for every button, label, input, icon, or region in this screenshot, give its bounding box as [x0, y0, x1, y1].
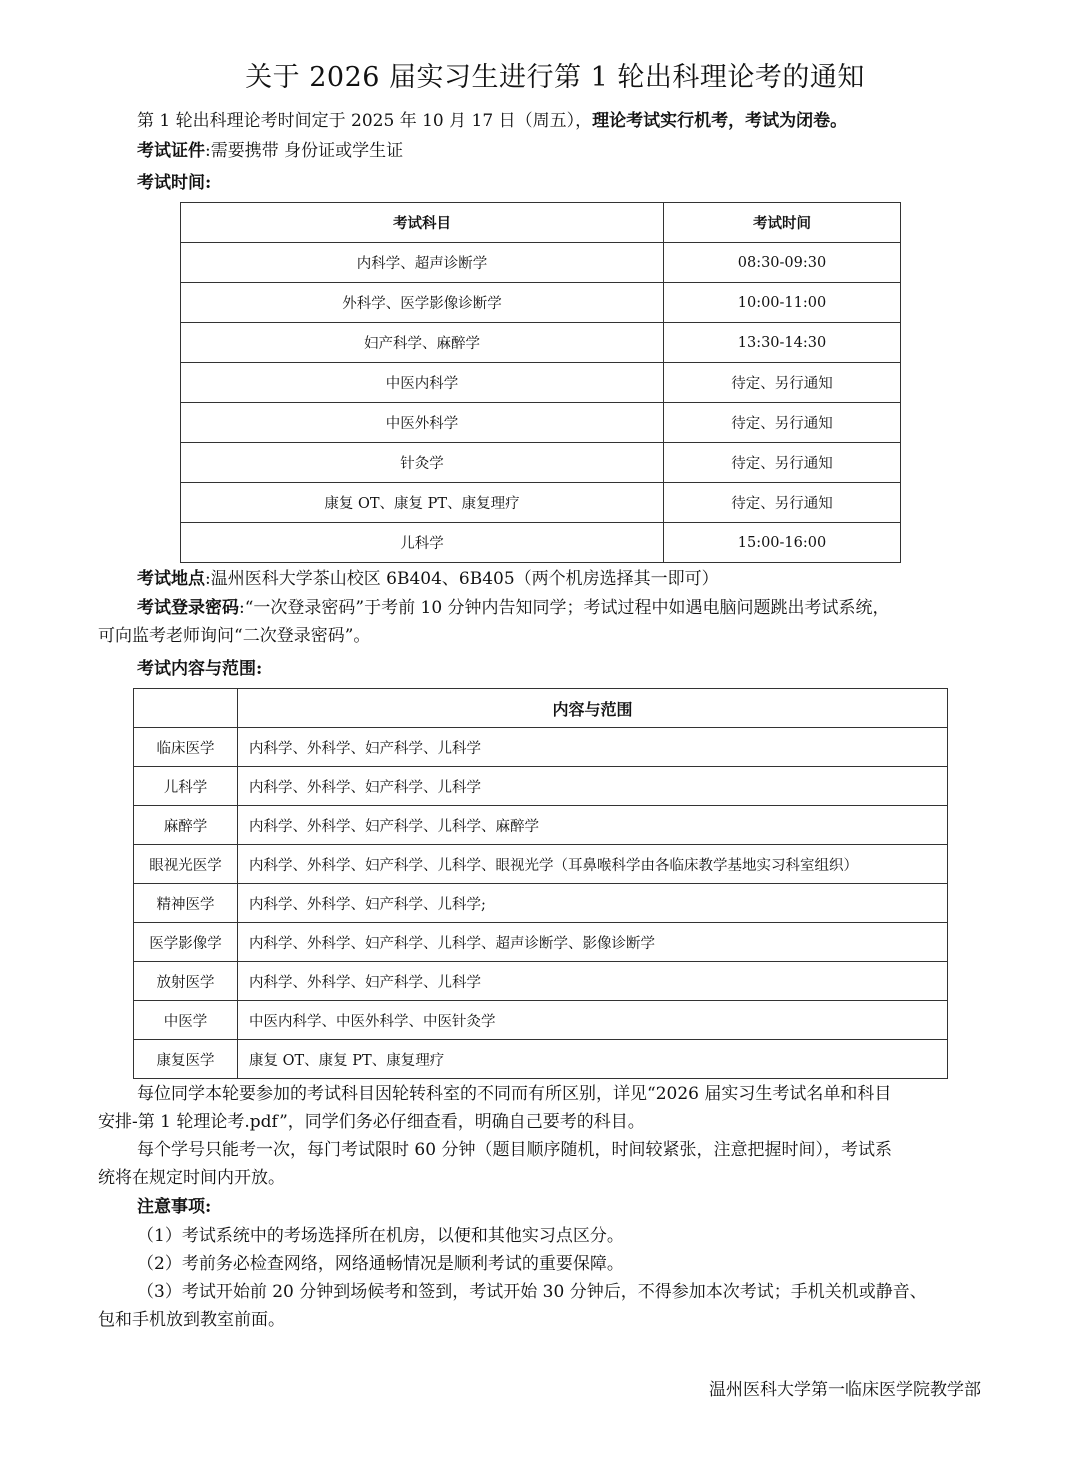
table-row — [134, 845, 948, 884]
scope-cell: 内科学、外科学、妇产科学、儿科学; — [238, 884, 948, 923]
issuer-signature: 温州医科大学第一临床医学院教学部 — [709, 1380, 981, 1400]
table-row — [134, 962, 948, 1001]
table-row — [134, 1040, 948, 1079]
note-item-1: （1）考试系统中的考场选择所在机房，以便和其他实习点区分。 — [137, 1226, 624, 1246]
scope-cell: 内科学、外科学、妇产科学、儿科学、眼视光学（耳鼻喉科学由各临床教学基地实习科室组织） — [238, 845, 948, 884]
major-cell: 康复医学 — [134, 1040, 238, 1079]
intro-text: 第 1 轮出科理论考时间定于 2025 年 10 月 17 日（周五）， — [137, 111, 593, 131]
time-cell: 13:30-14:30 — [664, 323, 901, 363]
intro-bold-text: 理论考试实行机考，考试为闭卷。 — [592, 111, 848, 131]
table-row — [134, 806, 948, 845]
subjects-paragraph-2: 安排-第 1 轮理论考.pdf”，同学们务必仔细查看，明确自己要考的科目。 — [98, 1112, 645, 1132]
major-cell: 临床医学 — [134, 728, 238, 767]
subject-cell: 康复 OT、康复 PT、康复理疗 — [181, 483, 664, 523]
time-cell: 待定、另行通知 — [664, 363, 901, 403]
table-row — [134, 884, 948, 923]
table-row — [181, 323, 901, 363]
location-line — [137, 565, 719, 593]
subjects-paragraph: 每位同学本轮要参加的考试科目因轮转科室的不同而有所区别，详见“2026 届实习生考试名单和科目 — [137, 1084, 892, 1104]
intro-line — [137, 107, 847, 135]
password-label: 考试登录密码 — [137, 598, 239, 618]
time-cell: 待定、另行通知 — [664, 483, 901, 523]
exam-time-table — [180, 202, 901, 563]
location-value: :温州医科大学茶山校区 6B404、6B405（两个机房选择其一即可） — [205, 569, 719, 589]
note-item-3: （3）考试开始前 20 分钟到场候考和签到，考试开始 30 分钟后，不得参加本次考试；手机关机或静音、 — [137, 1282, 927, 1302]
id-document-value: :需要携带 身份证或学生证 — [205, 141, 404, 161]
id-document-label: 考试证件 — [137, 141, 205, 161]
id-document-line — [137, 137, 403, 165]
scope-cell: 内科学、外科学、妇产科学、儿科学 — [238, 962, 948, 1001]
time-cell: 15:00-16:00 — [664, 523, 901, 563]
table-row — [181, 523, 901, 563]
table-header-row — [181, 203, 901, 243]
table-row — [134, 767, 948, 806]
header-scope: 内容与范围 — [238, 689, 948, 728]
major-cell: 中医学 — [134, 1001, 238, 1040]
password-line-2: 可向监考老师询问“二次登录密码”。 — [98, 626, 371, 646]
table-row — [181, 363, 901, 403]
scope-cell: 内科学、外科学、妇产科学、儿科学 — [238, 767, 948, 806]
table-header-row — [134, 689, 948, 728]
table-row — [181, 403, 901, 443]
table-row — [134, 923, 948, 962]
scope-cell: 内科学、外科学、妇产科学、儿科学、麻醉学 — [238, 806, 948, 845]
subject-cell: 妇产科学、麻醉学 — [181, 323, 664, 363]
password-line — [137, 594, 890, 622]
password-text: :“一次登录密码”于考前 10 分钟内告知同学；考试过程中如遇电脑问题跳出考试系统， — [239, 598, 890, 618]
time-cell: 10:00-11:00 — [664, 283, 901, 323]
notes-heading: 注意事项: — [137, 1197, 212, 1217]
table-row — [134, 728, 948, 767]
time-cell: 待定、另行通知 — [664, 403, 901, 443]
subject-cell: 儿科学 — [181, 523, 664, 563]
note-item-2: （2）考前务必检查网络，网络通畅情况是顺利考试的重要保障。 — [137, 1254, 624, 1274]
subject-cell: 中医内科学 — [181, 363, 664, 403]
scope-cell: 康复 OT、康复 PT、康复理疗 — [238, 1040, 948, 1079]
note-item-3-continued: 包和手机放到教室前面。 — [98, 1310, 285, 1330]
table-row — [181, 243, 901, 283]
exam-time-heading: 考试时间: — [137, 173, 212, 193]
time-cell: 待定、另行通知 — [664, 443, 901, 483]
table-row — [181, 283, 901, 323]
major-cell: 眼视光医学 — [134, 845, 238, 884]
scope-cell: 内科学、外科学、妇产科学、儿科学、超声诊断学、影像诊断学 — [238, 923, 948, 962]
exam-rules-paragraph-2: 统将在规定时间内开放。 — [98, 1168, 285, 1188]
table-row — [181, 443, 901, 483]
exam-rules-paragraph: 每个学号只能考一次，每门考试限时 60 分钟（题目顺序随机，时间较紧张，注意把握时间），考试系 — [137, 1140, 892, 1160]
scope-cell: 内科学、外科学、妇产科学、儿科学 — [238, 728, 948, 767]
table-row — [134, 1001, 948, 1040]
subject-cell: 针灸学 — [181, 443, 664, 483]
table-row — [181, 483, 901, 523]
subject-cell: 内科学、超声诊断学 — [181, 243, 664, 283]
major-cell: 放射医学 — [134, 962, 238, 1001]
major-cell: 儿科学 — [134, 767, 238, 806]
header-empty — [134, 689, 238, 728]
major-cell: 精神医学 — [134, 884, 238, 923]
subject-cell: 外科学、医学影像诊断学 — [181, 283, 664, 323]
header-time: 考试时间 — [664, 203, 901, 243]
major-cell: 医学影像学 — [134, 923, 238, 962]
notice-title: 关于 2026 届实习生进行第 1 轮出科理论考的通知 — [245, 62, 865, 93]
location-label: 考试地点 — [137, 569, 205, 589]
time-cell: 08:30-09:30 — [664, 243, 901, 283]
scope-heading: 考试内容与范围: — [137, 659, 263, 679]
header-subject: 考试科目 — [181, 203, 664, 243]
scope-cell: 中医内科学、中医外科学、中医针灸学 — [238, 1001, 948, 1040]
subject-cell: 中医外科学 — [181, 403, 664, 443]
exam-scope-table — [133, 688, 948, 1079]
major-cell: 麻醉学 — [134, 806, 238, 845]
